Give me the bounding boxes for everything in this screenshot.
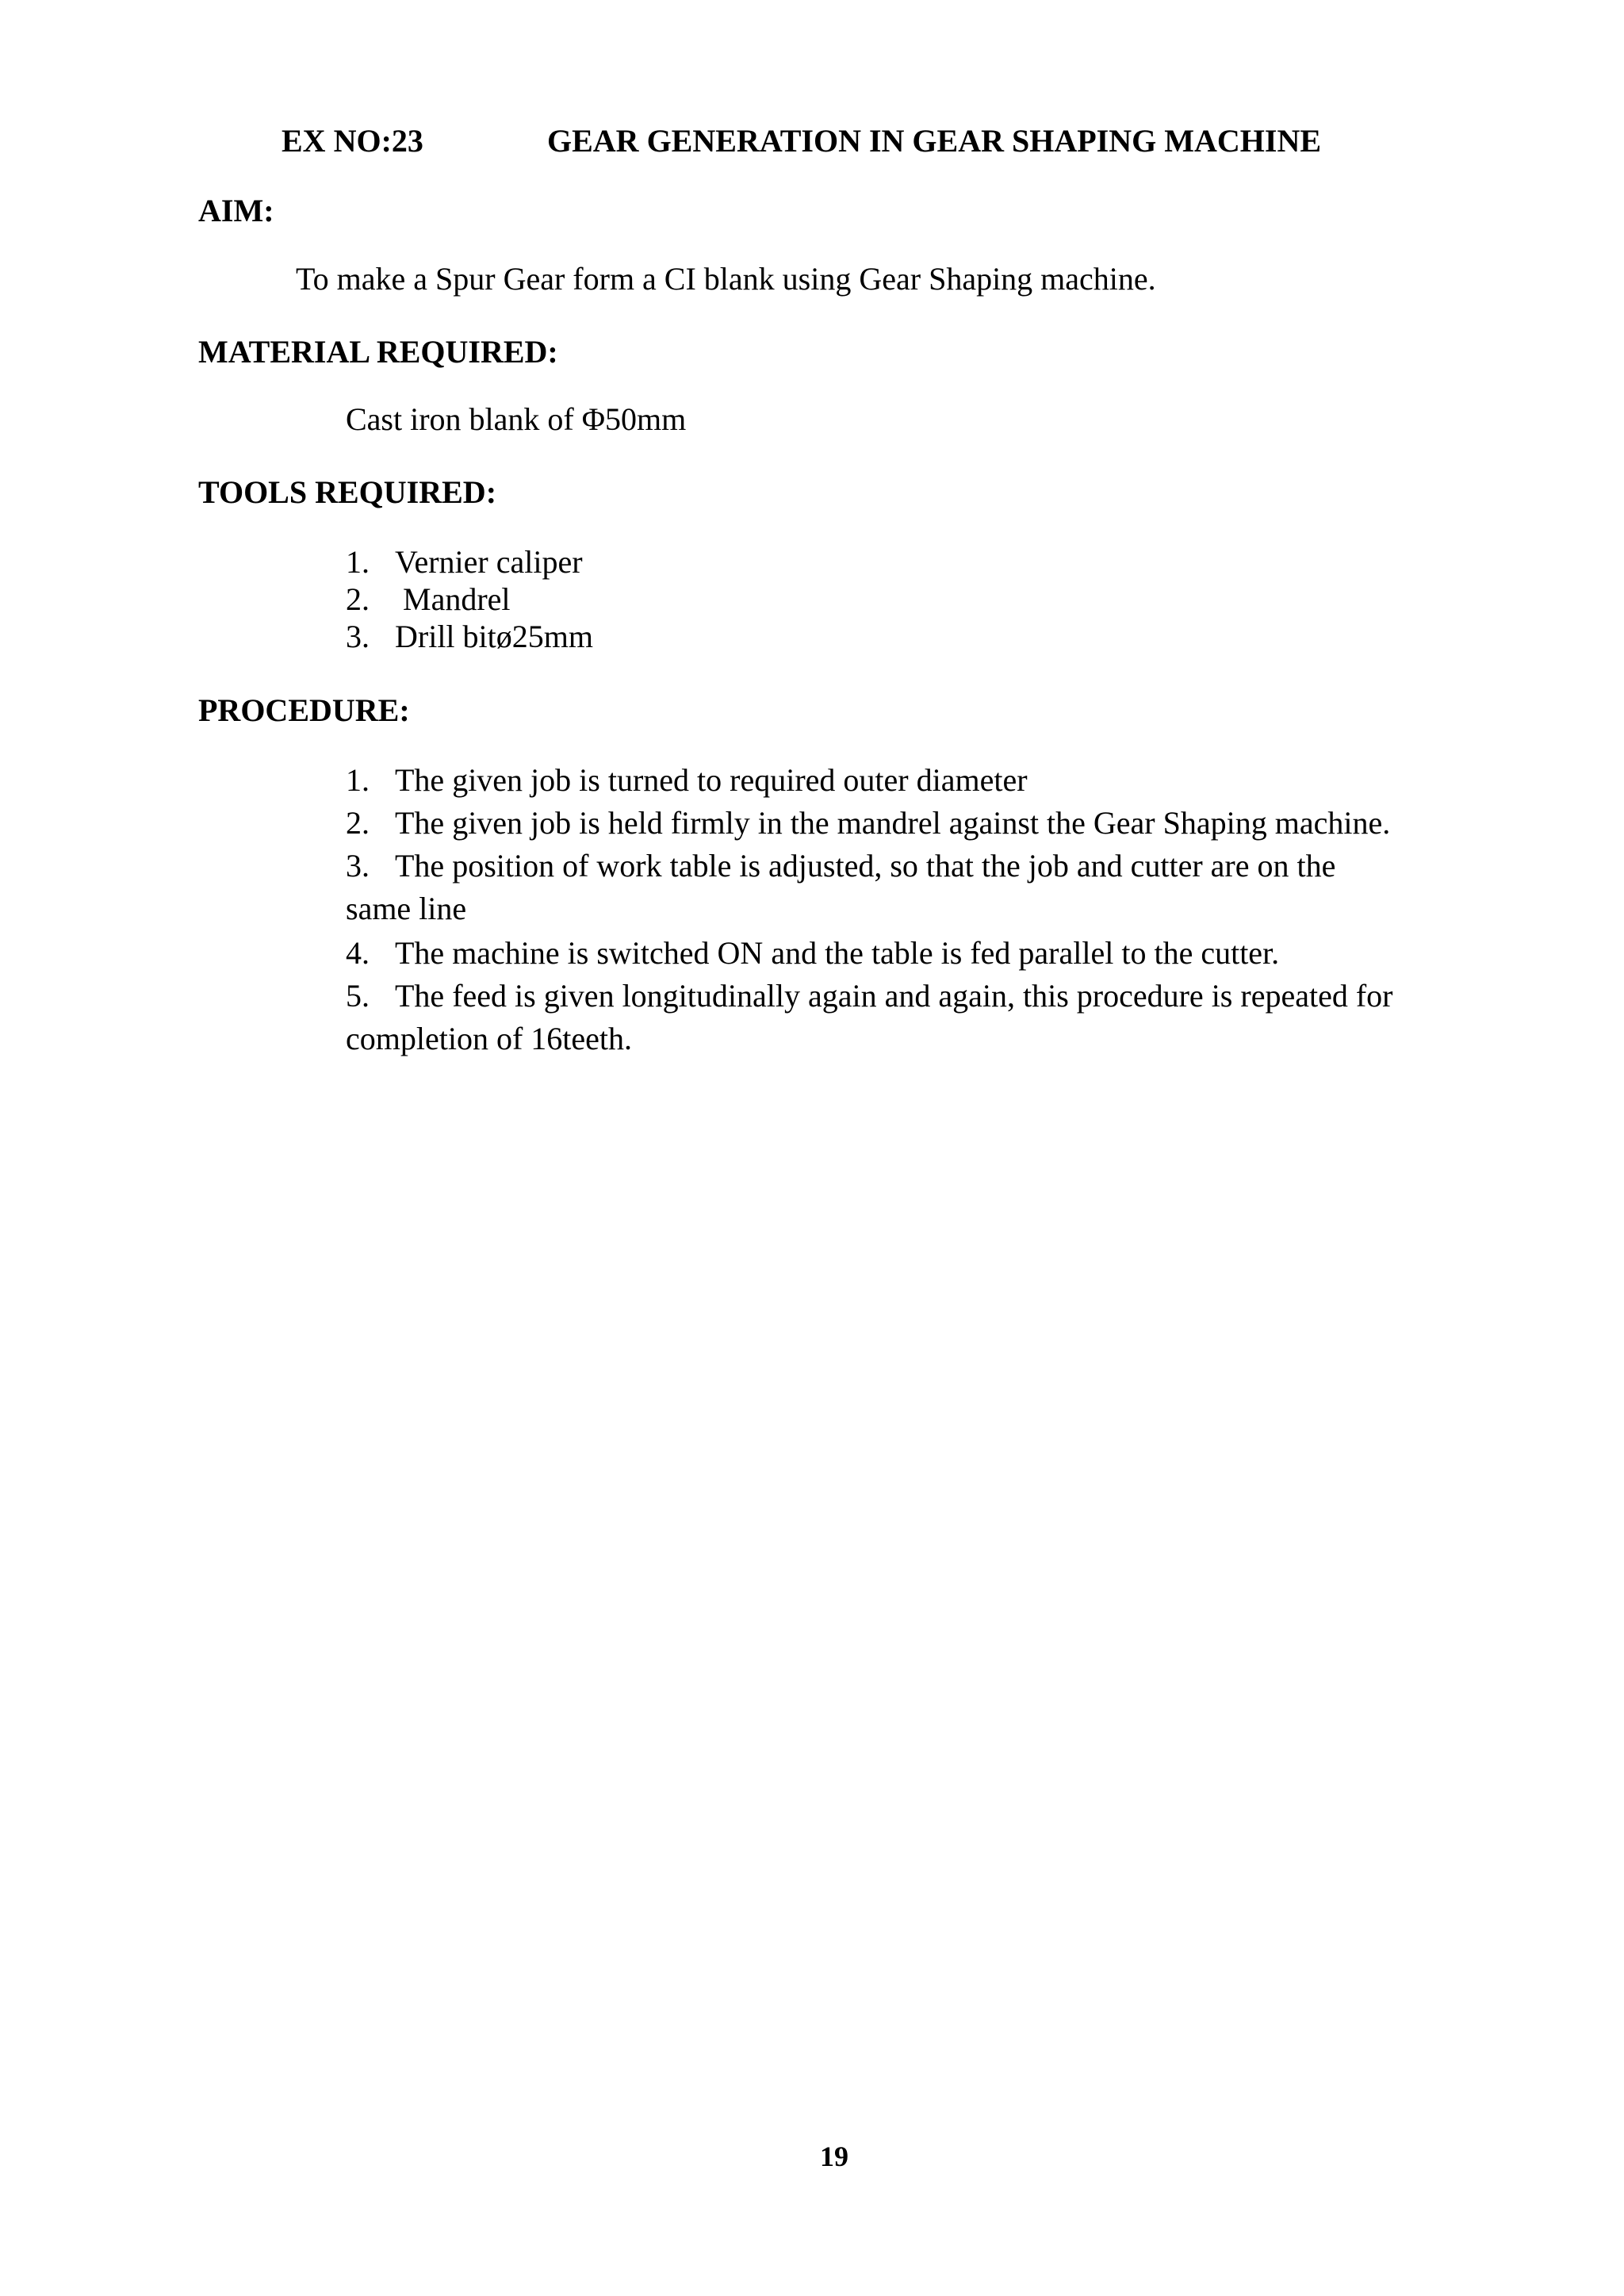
procedure-step — [346, 802, 1456, 845]
procedure-step-text: The given job is held firmly in the mandrel against the Gear Shaping machine. — [395, 805, 1391, 841]
list-item-label: Mandrel — [395, 581, 511, 617]
list-item-number: 2. — [346, 581, 370, 617]
list-item-number: 1. — [346, 544, 370, 580]
tools-heading: TOOLS REQUIRED: — [198, 474, 497, 510]
list-item — [346, 581, 511, 618]
exercise-title: GEAR GENERATION IN GEAR SHAPING MACHINE — [547, 123, 1322, 159]
procedure-step-number: 5. — [346, 978, 370, 1014]
exercise-number: EX NO:23 — [282, 123, 423, 159]
procedure-step-number: 1. — [346, 762, 370, 798]
procedure-step-text: The machine is switched ON and the table is fed parallel to the cutter. — [395, 935, 1280, 971]
aim-text: To make a Spur Gear form a CI blank using Gear Shaping machine. — [296, 261, 1156, 297]
procedure-step — [346, 759, 1456, 802]
procedure-step-text: The given job is turned to required outer diameter — [395, 762, 1028, 798]
procedure-step-text: The position of work table is adjusted, so that the job and cutter are on the same line — [346, 848, 1336, 926]
procedure-step-number: 4. — [346, 935, 370, 971]
list-item-label: Drill bitø25mm — [395, 619, 593, 654]
material-heading: MATERIAL REQUIRED: — [198, 334, 558, 370]
procedure-step-number: 2. — [346, 805, 370, 841]
material-text: Cast iron blank of Φ50mm — [346, 401, 687, 437]
aim-heading: AIM: — [198, 193, 274, 228]
procedure-step — [346, 845, 1400, 930]
list-item-label: Vernier caliper — [395, 544, 583, 580]
procedure-step — [346, 975, 1448, 1060]
list-item-number: 3. — [346, 619, 370, 654]
page-number: 19 — [820, 2141, 848, 2172]
procedure-step-number: 3. — [346, 848, 370, 884]
procedure-step-text: The feed is given longitudinally again and again, this procedure is repeated for completion of 16teeth. — [346, 978, 1393, 1056]
procedure-heading: PROCEDURE: — [198, 692, 410, 728]
list-item — [346, 618, 593, 655]
list-item — [346, 543, 583, 581]
procedure-step — [346, 932, 1456, 975]
